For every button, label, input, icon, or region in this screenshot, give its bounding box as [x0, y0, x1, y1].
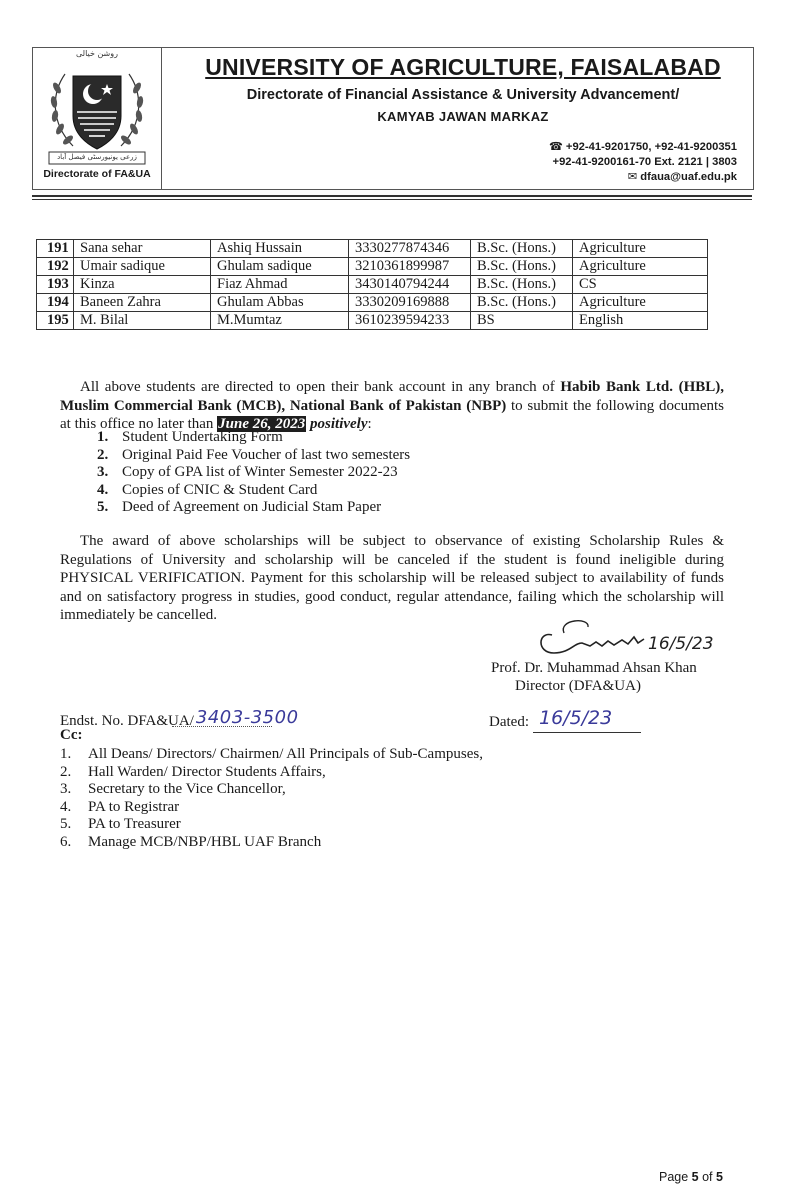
conditions-paragraph — [60, 532, 724, 625]
list-item — [97, 447, 410, 465]
cc-item — [60, 746, 483, 764]
page-current: 5 — [691, 1170, 699, 1184]
cell-sno: 195 — [37, 312, 74, 330]
cell-degree: B.Sc. (Hons.) — [471, 294, 573, 312]
instruction-paragraph — [60, 378, 724, 434]
cc-item-number: 2. — [60, 763, 72, 780]
cell-discipline: CS — [573, 276, 708, 294]
dated-label: Dated: — [489, 714, 529, 730]
logo-box — [33, 48, 162, 189]
email-address: dfaua@uaf.edu.pk — [640, 171, 737, 183]
list-item-text: Copy of GPA list of Winter Semester 2022-23 — [122, 464, 398, 481]
cc-item — [60, 781, 483, 799]
cc-item-number: 5. — [60, 816, 72, 833]
signatory-title: Director (DFA&UA) — [515, 678, 641, 694]
header-rule-thin — [32, 199, 752, 200]
cell-father: Ghulam sadique — [211, 258, 349, 276]
cell-sno: 192 — [37, 258, 74, 276]
letterhead — [32, 47, 754, 190]
endst-number: 3403-3500 — [195, 707, 299, 728]
page-number — [659, 1170, 723, 1184]
cell-father: Fiaz Ahmad — [211, 276, 349, 294]
cc-item — [60, 799, 483, 817]
required-documents-list — [97, 429, 410, 517]
table-row — [37, 294, 708, 312]
table-row — [37, 240, 708, 258]
cc-item — [60, 764, 483, 782]
cell-cnic: 3610239594233 — [349, 312, 471, 330]
table-row — [37, 276, 708, 294]
university-logo-icon — [43, 54, 151, 166]
cell-father: Ghulam Abbas — [211, 294, 349, 312]
list-item — [97, 429, 410, 447]
cell-sno: 191 — [37, 240, 74, 258]
cell-name: Umair sadique — [74, 258, 211, 276]
list-item-text: Copies of CNIC & Student Card — [122, 481, 318, 498]
cell-sno: 193 — [37, 276, 74, 294]
phone-icon: ☎ — [548, 141, 563, 153]
signature-date: 16/5/23 — [648, 634, 714, 654]
unit-name: KAMYAB JAWAN MARKAZ — [377, 109, 549, 124]
endst-underline — [172, 726, 272, 727]
list-item-text: Student Undertaking Form — [122, 429, 283, 445]
page-of: of — [698, 1170, 716, 1184]
cell-father: M.Mumtaz — [211, 312, 349, 330]
p1-mid: to submit the following documents at this office no later than — [60, 397, 725, 432]
cell-name: Sana sehar — [74, 240, 211, 258]
list-item-number: 4. — [97, 481, 109, 498]
list-item-number: 3. — [97, 464, 109, 481]
list-item — [97, 464, 410, 482]
list-item — [97, 499, 410, 517]
dated-value: 16/5/23 — [538, 707, 613, 729]
page-total: 5 — [716, 1170, 723, 1184]
cc-list — [60, 746, 483, 852]
cc-item-text: PA to Treasurer — [88, 816, 181, 833]
cell-discipline: Agriculture — [573, 294, 708, 312]
email-line — [549, 170, 737, 185]
deadline-date: June 26, 2023 — [218, 416, 306, 432]
cc-label: Cc: — [60, 727, 83, 743]
cc-item-number: 6. — [60, 833, 72, 850]
cell-cnic: 3330277874346 — [349, 240, 471, 258]
director-signature — [530, 613, 720, 663]
signatory-name: Prof. Dr. Muhammad Ahsan Khan — [491, 660, 697, 676]
envelope-icon: ✉ — [627, 171, 638, 183]
list-item-number: 5. — [97, 499, 109, 516]
bank-names: Habib Bank Ltd. (HBL), Muslim Commercial Bank (MCB), National Bank of Pakistan (NBP) — [60, 379, 724, 414]
cc-item-text: All Deans/ Directors/ Chairmen/ All Principals of Sub-Campuses, — [88, 746, 483, 762]
cc-item-text: PA to Registrar — [88, 798, 180, 815]
cell-discipline: Agriculture — [573, 240, 708, 258]
signatory-block — [491, 659, 697, 695]
table-row — [37, 258, 708, 276]
cc-item-text: Hall Warden/ Director Students Affairs, — [88, 763, 326, 780]
page-label: Page — [659, 1170, 692, 1184]
logo-banner-text: زرعی یونیورسٹی فیصل آباد — [57, 153, 137, 161]
cell-discipline: Agriculture — [573, 258, 708, 276]
logo-motto: روشن خیالی — [76, 49, 118, 58]
directorate-name: Directorate of Financial Assistance & University Advancement/ — [246, 87, 680, 103]
cc-item — [60, 816, 483, 834]
endst-label: Endst. No. DFA&UA/ — [60, 713, 194, 729]
phone-numbers: +92-41-9201750, +92-41-9200351 — [565, 141, 737, 153]
dated-underline — [533, 732, 641, 733]
cell-cnic: 3430140794244 — [349, 276, 471, 294]
cell-degree: B.Sc. (Hons.) — [471, 258, 573, 276]
cell-discipline: English — [573, 312, 708, 330]
logo-caption: Directorate of FA&UA — [43, 168, 151, 180]
cell-degree: B.Sc. (Hons.) — [471, 276, 573, 294]
cell-name: M. Bilal — [74, 312, 211, 330]
cell-cnic: 3210361899987 — [349, 258, 471, 276]
students-table — [36, 239, 708, 330]
cc-item-number: 4. — [60, 798, 72, 815]
contact-block — [549, 140, 737, 185]
list-item-text: Original Paid Fee Voucher of last two semesters — [122, 446, 411, 463]
header-rule — [32, 195, 752, 197]
cc-item-number: 1. — [60, 746, 72, 762]
dated-field — [489, 709, 612, 731]
cell-father: Ashiq Hussain — [211, 240, 349, 258]
university-name: UNIVERSITY OF AGRICULTURE, FAISALABAD — [205, 54, 721, 80]
cell-degree: BS — [471, 312, 573, 330]
p1-positively: positively — [306, 416, 368, 432]
cell-sno: 194 — [37, 294, 74, 312]
cc-item-number: 3. — [60, 781, 72, 798]
cell-name: Kinza — [74, 276, 211, 294]
phone-line-1 — [549, 140, 737, 155]
phone-line-2: +92-41-9200161-70 Ext. 2121 | 3803 — [552, 156, 737, 168]
list-item-text: Deed of Agreement on Judicial Stam Paper — [122, 499, 382, 516]
p1-start: All above students are directed to open their bank account in any branch of — [80, 379, 561, 395]
conditions-text: The award of above scholarships will be subject to observance of existing Scholarship Rules & Regulations of University and scholarship will be canceled if the student is found ineligible during PHYSICAL VERIFICATION. Payment for this scholarship will be released subject to availability of funds and on satisfactory progress in studies, good conduct, regular attendance, failing which the scholarship will immediately be cancelled. — [60, 533, 724, 623]
cc-item-text: Secretary to the Vice Chancellor, — [88, 781, 286, 798]
cell-degree: B.Sc. (Hons.) — [471, 240, 573, 258]
cc-item — [60, 834, 483, 852]
cc-item-text: Manage MCB/NBP/HBL UAF Branch — [88, 833, 322, 850]
p1-colon: : — [367, 416, 372, 432]
cell-name: Baneen Zahra — [74, 294, 211, 312]
list-item-number: 1. — [97, 429, 109, 445]
cell-cnic: 3330209169888 — [349, 294, 471, 312]
list-item-number: 2. — [97, 446, 109, 463]
list-item — [97, 482, 410, 500]
table-row — [37, 312, 708, 330]
